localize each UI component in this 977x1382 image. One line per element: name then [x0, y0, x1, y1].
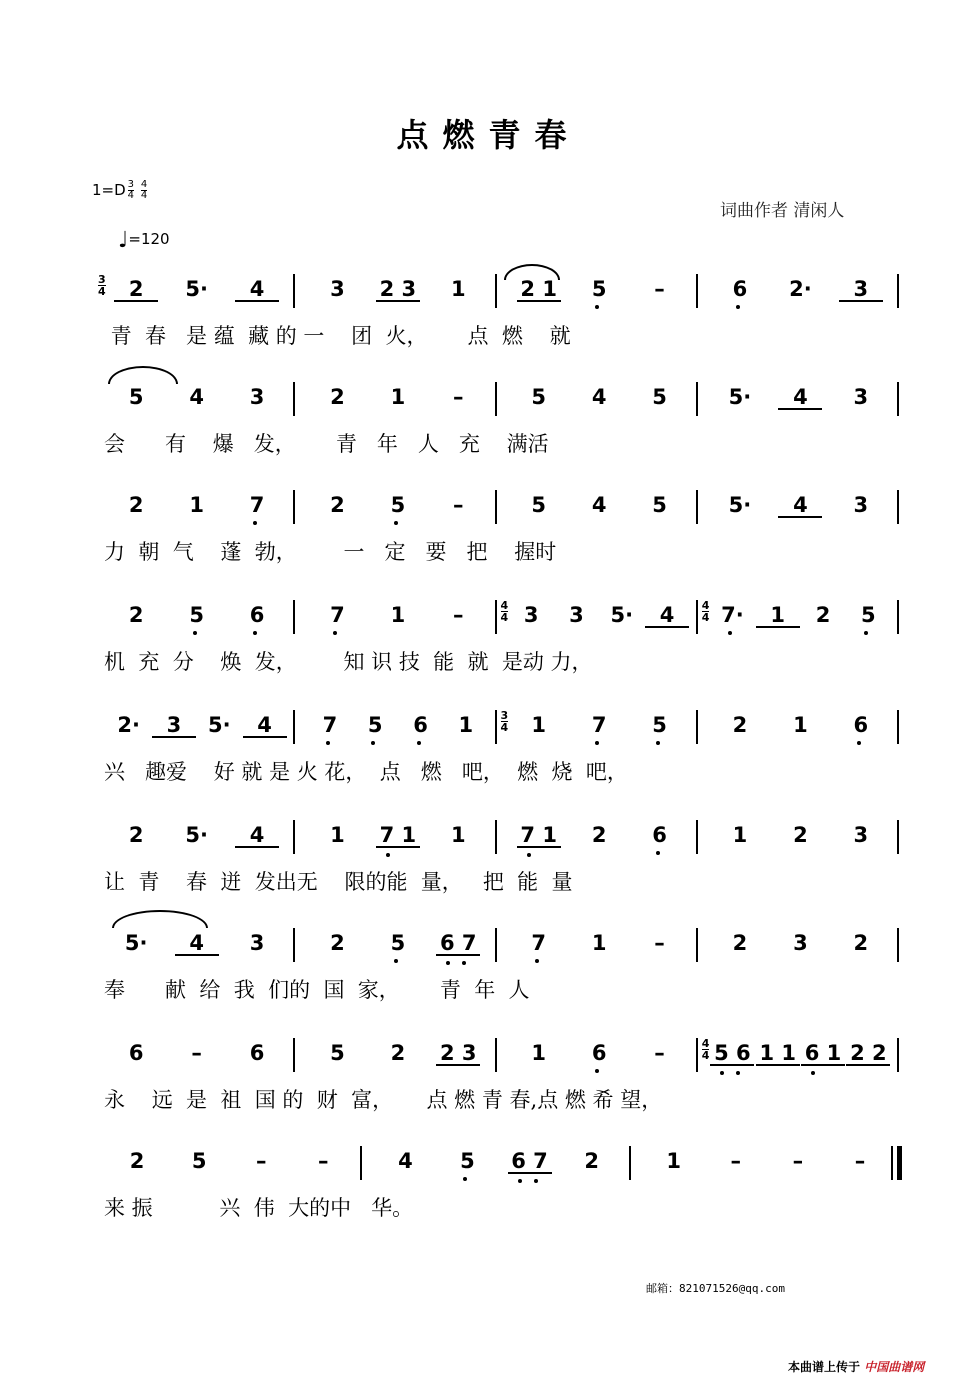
- time-signature: 3 4: [500, 709, 509, 734]
- note: 6: [853, 713, 869, 737]
- note: 5: [390, 493, 406, 517]
- note: 1: [390, 385, 406, 409]
- note: –: [453, 603, 464, 627]
- note: 2: [128, 493, 144, 517]
- bar-line: [293, 928, 295, 962]
- note: 2: [853, 931, 869, 955]
- note: 7·: [721, 603, 744, 627]
- lyric-line: 来 振 兴 伟 大的中 华。: [104, 1196, 414, 1220]
- note: 1: [666, 1149, 682, 1173]
- note: 5·: [728, 493, 752, 517]
- low-octave-dot: [326, 741, 330, 745]
- note: 2·: [117, 713, 140, 737]
- low-octave-dot: [446, 961, 450, 965]
- note: 4: [591, 493, 607, 517]
- low-octave-dot: [595, 741, 599, 745]
- note: 5: [330, 1041, 345, 1065]
- note: 4: [175, 932, 219, 956]
- score-line: [0, 710, 977, 810]
- note: 3: [853, 823, 869, 847]
- note: –: [191, 1041, 202, 1065]
- bar-line: [897, 490, 899, 524]
- bar-line: [293, 710, 295, 744]
- low-octave-dot: [462, 961, 466, 965]
- note: 6: [591, 1041, 607, 1065]
- note: –: [453, 493, 464, 517]
- note: 5·: [728, 385, 752, 409]
- note: 7: [249, 493, 265, 517]
- note: 5·: [207, 713, 231, 737]
- bar-line: [897, 382, 899, 416]
- low-octave-dot: [193, 631, 197, 635]
- bar-line: [360, 1146, 362, 1180]
- bar-line: [897, 1146, 902, 1180]
- low-octave-dot: [720, 1071, 724, 1075]
- note: 5·: [185, 277, 208, 301]
- tempo-value: =120: [128, 230, 170, 248]
- bar-line: [897, 820, 899, 854]
- score-line: [0, 600, 977, 700]
- note: 5: [861, 603, 876, 627]
- meter-3-4: $\frac{3}{4}$: [127, 179, 135, 201]
- note: 3: [839, 278, 883, 302]
- note: 3: [853, 385, 869, 409]
- note: 2: [815, 603, 831, 627]
- low-octave-dot: [728, 631, 732, 635]
- bar-line: [293, 274, 295, 308]
- note: 7: [330, 603, 345, 627]
- bar-line: [696, 274, 698, 308]
- score-line: [0, 382, 977, 482]
- quarter-note-icon: ♩: [118, 228, 129, 253]
- note: 5·: [124, 931, 148, 955]
- bar-line: [495, 710, 497, 744]
- note: 2·: [789, 277, 812, 301]
- note: 6: [128, 1041, 144, 1065]
- note: –: [854, 1149, 866, 1173]
- key-label: 1=D: [92, 181, 126, 199]
- low-octave-dot: [534, 1179, 538, 1183]
- note: 2: [129, 1149, 145, 1173]
- note: 4: [645, 604, 689, 628]
- note: 1: [732, 823, 748, 847]
- note: –: [654, 931, 665, 955]
- low-octave-dot: [371, 741, 375, 745]
- note: 3: [793, 931, 808, 955]
- score-line: [0, 274, 977, 374]
- note: 5·: [185, 823, 208, 847]
- note: 5: [531, 385, 547, 409]
- bar-line: [696, 600, 698, 634]
- note: 3: [152, 714, 196, 738]
- bar-line: [293, 820, 295, 854]
- note: 2: [330, 493, 345, 517]
- lyric-line: 机 充 分 焕 发， 知 识 技 能 就 是动 力，: [104, 650, 593, 674]
- note: 2: [390, 1041, 406, 1065]
- bar-line: [293, 1038, 295, 1072]
- bar-line: [495, 820, 497, 854]
- low-octave-dot: [527, 853, 531, 857]
- note: 3: [249, 385, 265, 409]
- time-signature: 4 4: [701, 599, 710, 624]
- low-octave-dot: [253, 631, 257, 635]
- author-credit: 词曲作者 清闲人: [720, 201, 845, 221]
- note: 5: [591, 277, 607, 301]
- note: 6: [249, 1041, 265, 1065]
- note: 4: [235, 824, 279, 848]
- note: 2: [330, 931, 345, 955]
- note: 4: [591, 385, 607, 409]
- note: 1: [330, 823, 345, 847]
- bar-line: [495, 274, 497, 308]
- lyric-line: 永 远 是 祖 国 的 财 富， 点 燃 青 春,点 燃 希 望，: [104, 1088, 663, 1112]
- note: 7: [531, 931, 547, 955]
- note: 6: [413, 713, 428, 737]
- note: 3: [853, 493, 869, 517]
- bar-line: [495, 382, 497, 416]
- bar-line: [696, 928, 698, 962]
- note: 6: [732, 277, 748, 301]
- note: 1: [390, 603, 406, 627]
- bar-line: [293, 382, 295, 416]
- note: –: [453, 385, 464, 409]
- note: 5: [390, 931, 406, 955]
- note: –: [792, 1149, 804, 1173]
- final-bar-line: [891, 1146, 893, 1180]
- low-octave-dot: [535, 959, 539, 963]
- note: 5: [128, 385, 144, 409]
- note: 5: [191, 1149, 207, 1173]
- site-logo: 中国曲谱网: [864, 1360, 925, 1374]
- note: 5: [189, 603, 204, 627]
- note: 6: [249, 603, 265, 627]
- note: 2: [793, 823, 808, 847]
- low-octave-dot: [595, 305, 599, 309]
- note: 2: [732, 713, 748, 737]
- note: 5: [531, 493, 547, 517]
- note: 5: [367, 713, 383, 737]
- score-line: [0, 1038, 977, 1138]
- note: 2: [732, 931, 748, 955]
- low-octave-dot: [736, 1071, 740, 1075]
- score-line: [0, 490, 977, 590]
- note: 7 1: [376, 824, 420, 848]
- low-octave-dot: [394, 521, 398, 525]
- low-octave-dot: [656, 851, 660, 855]
- low-octave-dot: [386, 853, 390, 857]
- note: 3: [330, 277, 345, 301]
- note: 2: [128, 823, 144, 847]
- note: 6 7: [508, 1150, 552, 1174]
- low-octave-dot: [253, 521, 257, 525]
- score-line: [0, 820, 977, 920]
- note: 1: [531, 1041, 547, 1065]
- note: 2: [584, 1149, 599, 1173]
- slur-mark: [504, 264, 560, 280]
- bar-line: [897, 1038, 899, 1072]
- note: 7: [322, 713, 338, 737]
- note: 2: [114, 278, 158, 302]
- note: 1: [189, 493, 204, 517]
- bar-line: [696, 820, 698, 854]
- note: 2: [330, 385, 345, 409]
- footer-prefix: 本曲谱上传于: [788, 1360, 861, 1374]
- low-octave-dot: [736, 305, 740, 309]
- lyric-line: 让 青 春 迸 发出无 限的能 量， 把 能 量: [104, 870, 573, 894]
- note: 6 7: [436, 932, 480, 956]
- note: 1: [450, 277, 466, 301]
- tempo-mark: [118, 228, 170, 253]
- lyric-line: 力 朝 气 蓬 勃， 一 定 要 把 握时: [104, 540, 557, 564]
- bar-line: [897, 710, 899, 744]
- low-octave-dot: [864, 631, 868, 635]
- note: 7: [591, 713, 607, 737]
- note: 4: [398, 1149, 413, 1173]
- lyric-line: 青 春 是 蕴 藏 的 一 团 火， 点 燃 就: [104, 324, 571, 348]
- note: 2 3: [436, 1042, 480, 1066]
- note: 4: [235, 278, 279, 302]
- low-octave-dot: [857, 741, 861, 745]
- meter-4-4: $\frac{4}{4}$: [140, 179, 148, 201]
- note: 3: [523, 603, 539, 627]
- time-signature: 3 4: [98, 273, 106, 298]
- note: 5 6: [710, 1042, 754, 1066]
- score-line: [0, 1146, 977, 1246]
- bar-line: [696, 710, 698, 744]
- note: 2: [591, 823, 607, 847]
- lyric-line: 奉 献 给 我 们的 国 家， 青 年 人: [104, 978, 530, 1002]
- key-signature: [92, 180, 147, 201]
- low-octave-dot: [394, 959, 398, 963]
- note: 2 3: [376, 278, 420, 302]
- bar-line: [897, 274, 899, 308]
- email-contact: 邮箱：821071526@qq.com: [646, 1282, 785, 1295]
- low-octave-dot: [811, 1071, 815, 1075]
- note: 1: [591, 931, 607, 955]
- note: 3: [249, 931, 265, 955]
- note: 1: [458, 713, 474, 737]
- score-title: 点燃青春: [396, 116, 581, 154]
- bar-line: [293, 490, 295, 524]
- bar-line: [897, 928, 899, 962]
- low-octave-dot: [333, 631, 337, 635]
- low-octave-dot: [417, 741, 421, 745]
- note: 5: [652, 385, 667, 409]
- note: 1 1: [756, 1042, 800, 1066]
- note: 1: [756, 604, 800, 628]
- bar-line: [293, 600, 295, 634]
- note: 2: [128, 603, 144, 627]
- note: 5·: [610, 603, 634, 627]
- note: –: [730, 1149, 742, 1173]
- low-octave-dot: [463, 1177, 467, 1181]
- note: 2 2: [846, 1042, 890, 1066]
- low-octave-dot: [595, 1069, 599, 1073]
- note: –: [654, 1041, 665, 1065]
- note: –: [255, 1149, 267, 1173]
- low-octave-dot: [518, 1179, 522, 1183]
- bar-line: [495, 928, 497, 962]
- bar-line: [495, 1038, 497, 1072]
- low-octave-dot: [656, 741, 660, 745]
- lyric-line: 会 有 爆 发， 青 年 人 充 满活: [104, 432, 549, 456]
- time-signature: 4 4: [500, 599, 509, 624]
- note: 4: [243, 714, 287, 738]
- note: 1: [793, 713, 808, 737]
- upload-footer: [788, 1358, 924, 1375]
- note: 3: [569, 603, 584, 627]
- note: 5: [460, 1149, 475, 1173]
- note: –: [654, 277, 665, 301]
- bar-line: [897, 600, 899, 634]
- lyric-line: 兴 趣爱 好 就 是 火 花， 点 燃 吧， 燃 烧 吧，: [104, 760, 628, 784]
- note: –: [318, 1149, 329, 1173]
- note: 6 1: [801, 1042, 845, 1066]
- note: 6: [652, 823, 667, 847]
- note: 7 1: [517, 824, 561, 848]
- note: 1: [450, 823, 466, 847]
- note: 4: [778, 494, 822, 518]
- note: 5: [652, 493, 667, 517]
- note: 4: [778, 386, 822, 410]
- note: 1: [531, 713, 547, 737]
- note: 4: [189, 385, 204, 409]
- bar-line: [495, 490, 497, 524]
- bar-line: [696, 382, 698, 416]
- note: 5: [652, 713, 667, 737]
- bar-line: [629, 1146, 631, 1180]
- note: 2 1: [517, 278, 561, 302]
- bar-line: [696, 490, 698, 524]
- time-signature: 4 4: [701, 1037, 710, 1062]
- score-line: [0, 928, 977, 1028]
- bar-line: [495, 600, 497, 634]
- bar-line: [696, 1038, 698, 1072]
